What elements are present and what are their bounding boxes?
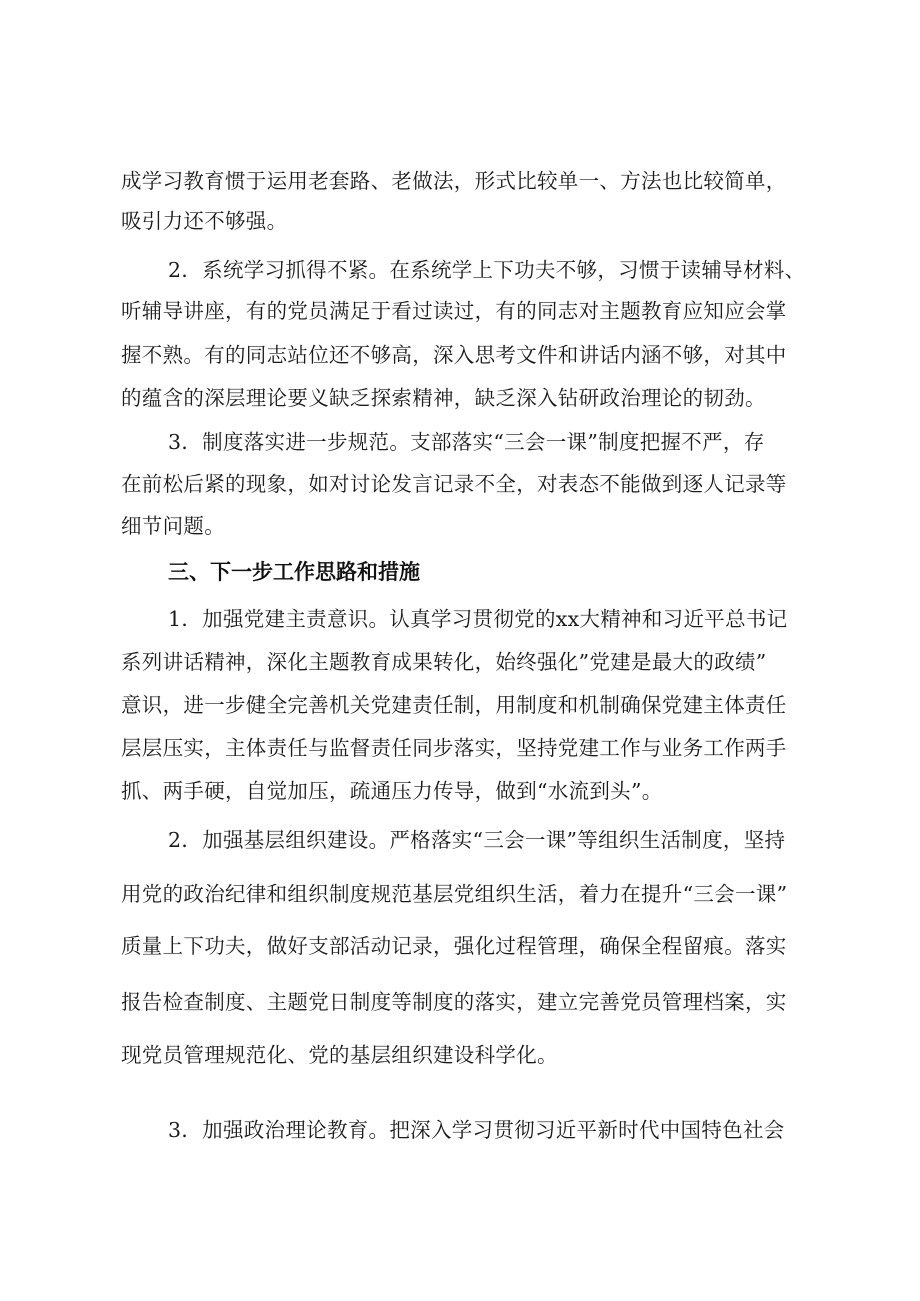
text-line: 在前松后紧的现象，如对讨论发言记录不全，对表态不能做到逐人记录等 [121,472,787,496]
text-line: 成学习教育惯于运用老套路、老做法，形式比较单一、方法也比较简单， [121,169,787,193]
text-line: 2．加强基层组织建设。严格落实“三会一课”等组织生活制度，坚持 [168,828,786,852]
section-heading: 三、下一步工作思路和措施 [168,560,420,584]
text-line: 抓、两手硬，自觉加压，疏通压力传导，做到“水流到头”。 [121,779,663,803]
text-line: 质量上下功夫，做好支部活动记录，强化过程管理，确保全程留痕。落实 [121,934,787,958]
text-line: 3．加强政治理论教育。把深入学习贯彻习近平新时代中国特色社会 [168,1118,785,1142]
text-line: 层层压实，主体责任与监督责任同步落实，坚持党建工作与业务工作两手 [121,736,787,760]
text-line: 细节问题。 [121,514,225,538]
text-line: 握不熟。有的同志站位还不够高，深入思考文件和讲话内涵不够，对其中 [121,343,787,367]
text-line: 现党员管理规范化、党的基层组织建设科学化。 [121,1043,558,1067]
text-line: 吸引力还不够强。 [121,209,288,233]
text-line: 3．制度落实进一步规范。支部落实“三会一课”制度把握不严，存 [168,430,765,454]
text-line: 的蕴含的深层理论要义缺乏探索精神，缺乏深入钻研政治理论的韧劲。 [121,386,766,410]
text-line: 报告检查制度、主题党日制度等制度的落实，建立完善党员管理档案，实 [121,990,787,1014]
text-line: 系列讲话精神，深化主题教育成果转化，始终强化”党建是最大的政绩” [121,650,767,674]
text-line: 2．系统学习抓得不紧。在系统学上下功夫不够，习惯于读辅导材料、 [168,258,806,282]
text-line: 1．加强党建主责意识。认真学习贯彻党的xx大精神和习近平总书记 [168,607,788,631]
text-line: 用党的政治纪律和组织制度规范基层党组织生活，着力在提升“三会一课” [121,882,788,906]
text-line: 意识，进一步健全完善机关党建责任制，用制度和机制确保党建主体责任 [121,693,787,717]
text-line: 听辅导讲座，有的党员满足于看过读过，有的同志对主题教育应知应会掌 [121,299,787,323]
